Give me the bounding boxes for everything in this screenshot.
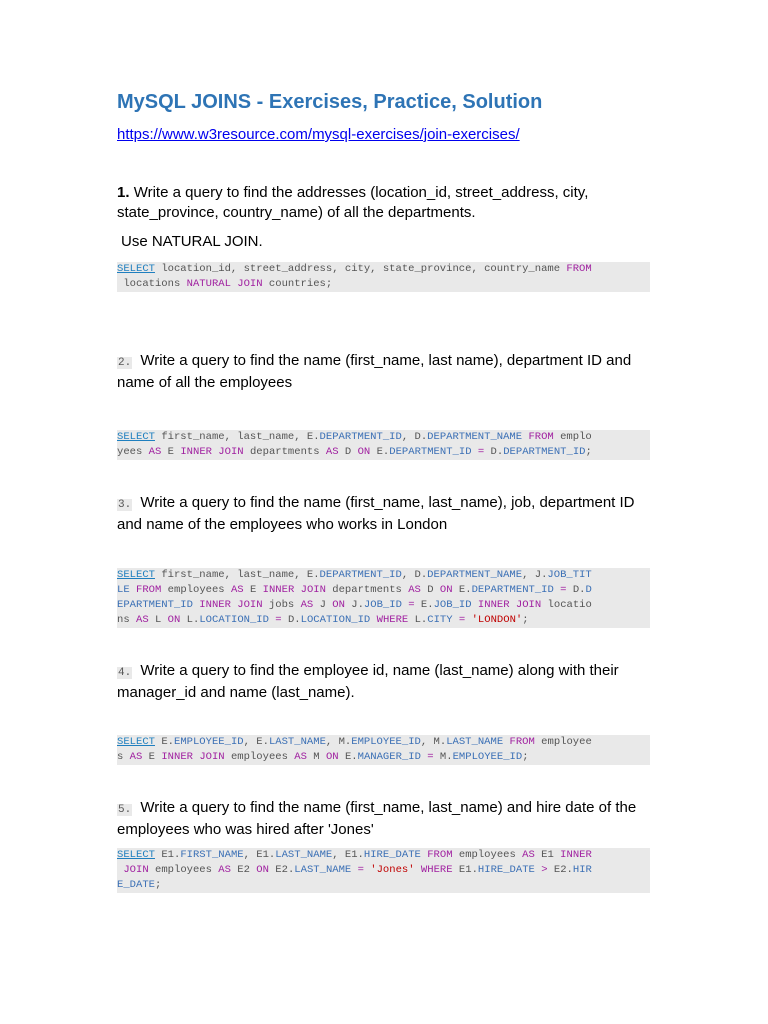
sql-text: , J. bbox=[522, 569, 548, 581]
page-title: MySQL JOINS - Exercises, Practice, Solution bbox=[117, 91, 543, 113]
sql-text: countries; bbox=[262, 278, 333, 290]
sql-text: employees bbox=[452, 849, 523, 861]
sql-text: = bbox=[401, 599, 421, 611]
sql-identifier: HIRE_DATE bbox=[363, 849, 421, 861]
sql-text: E. bbox=[420, 599, 434, 611]
question-4 bbox=[117, 661, 650, 703]
sql-text: = bbox=[452, 614, 472, 626]
sql-identifier: DEPARTMENT_ID bbox=[503, 446, 586, 458]
sql-keyword: AS bbox=[218, 864, 231, 876]
question-number: 2. bbox=[118, 357, 132, 369]
sql-identifier: E_DATE bbox=[117, 879, 155, 891]
sql-text: E1. bbox=[154, 849, 181, 861]
sql-text: E. bbox=[338, 751, 358, 763]
sql-text: = bbox=[471, 446, 491, 458]
sql-text: s bbox=[117, 751, 130, 763]
sql-text: D. bbox=[572, 584, 586, 596]
sql-keyword: AS bbox=[294, 751, 307, 763]
sql-text: employees bbox=[161, 584, 231, 596]
sql-identifier: LAST_NAME bbox=[275, 849, 333, 861]
sql-text: D. bbox=[490, 446, 504, 458]
sql-text: E1 bbox=[534, 849, 561, 861]
sql-text: = bbox=[420, 751, 440, 763]
sql-keyword: SELECT bbox=[117, 263, 155, 275]
sql-identifier: EPARTMENT_ID bbox=[117, 599, 193, 611]
sql-keyword: INNER JOIN bbox=[180, 446, 244, 458]
code-line bbox=[117, 277, 650, 292]
question-3 bbox=[117, 493, 650, 535]
sql-identifier: FIRST_NAME bbox=[180, 849, 244, 861]
sql-keyword: INNER JOIN bbox=[199, 599, 263, 611]
sql-keyword: FROM bbox=[528, 431, 554, 443]
code-line bbox=[117, 445, 650, 460]
sql-text: E1. bbox=[452, 864, 478, 876]
sql-identifier: LAST_NAME bbox=[294, 864, 352, 876]
question-number: 5. bbox=[118, 804, 132, 816]
sql-text: departments bbox=[243, 446, 326, 458]
question-text: Write a query to find the name (first_name, last_name), job, department ID and name of the employees who works in London bbox=[117, 494, 635, 533]
sql-text: ; bbox=[522, 614, 529, 626]
sql-keyword: ON bbox=[357, 446, 371, 458]
sql-text: = bbox=[351, 864, 371, 876]
sql-text: location_id, street_address, city, state_province, country_name bbox=[154, 263, 567, 275]
sql-keyword: ON bbox=[325, 751, 339, 763]
sql-text: , E1. bbox=[332, 849, 364, 861]
sql-identifier: DEPARTMENT_ID bbox=[319, 569, 402, 581]
sql-keyword: AS bbox=[148, 446, 162, 458]
code-line bbox=[117, 735, 650, 750]
sql-text: employees bbox=[224, 751, 295, 763]
sql-text: locations bbox=[117, 278, 187, 290]
sql-text: emplo bbox=[553, 431, 592, 443]
code-line bbox=[117, 598, 650, 613]
question-text: Write a query to find the name (first_name, last name), department ID and name of all the employees bbox=[117, 352, 632, 391]
sql-text: , D. bbox=[401, 431, 428, 443]
sql-keyword: INNER JOIN bbox=[262, 584, 326, 596]
sql-text: E2. bbox=[268, 864, 295, 876]
sql-text: jobs bbox=[262, 599, 301, 611]
code-block-3 bbox=[117, 568, 650, 628]
sql-text: employee bbox=[534, 736, 592, 748]
question-1-note: Use NATURAL JOIN. bbox=[121, 233, 263, 250]
sql-identifier: CITY bbox=[427, 614, 453, 626]
sql-keyword: INNER bbox=[560, 849, 592, 861]
sql-text: first_name, last_name, E. bbox=[154, 569, 320, 581]
sql-text: = bbox=[268, 614, 288, 626]
sql-string: 'LONDON' bbox=[471, 614, 523, 626]
sql-identifier: EMPLOYEE_ID bbox=[173, 736, 244, 748]
sql-keyword: AS bbox=[522, 849, 535, 861]
sql-text: employees bbox=[148, 864, 219, 876]
code-block-1 bbox=[117, 262, 650, 292]
sql-text: E. bbox=[370, 446, 390, 458]
sql-text: ; bbox=[154, 879, 162, 891]
sql-identifier: HIR bbox=[572, 864, 592, 876]
sql-keyword: FROM bbox=[566, 263, 592, 275]
sql-keyword: SELECT bbox=[117, 849, 155, 861]
sql-identifier: EMPLOYEE_ID bbox=[351, 736, 421, 748]
sql-text: D. bbox=[287, 614, 301, 626]
sql-identifier: LOCATION_ID bbox=[199, 614, 269, 626]
sql-text: E bbox=[161, 446, 181, 458]
question-text: Write a query to find the addresses (location_id, street_address, city, state_province, country_name) of all the departments. bbox=[117, 184, 589, 221]
sql-text: > bbox=[534, 864, 554, 876]
code-line bbox=[117, 863, 650, 878]
sql-text: departments bbox=[325, 584, 409, 596]
code-line bbox=[117, 848, 650, 863]
sql-text: first_name, last_name, E. bbox=[154, 431, 320, 443]
question-number: 1. bbox=[117, 184, 130, 201]
sql-keyword: ON bbox=[167, 614, 181, 626]
question-text: Write a query to find the name (first_name, last_name) and hire date of the employees who was hired after 'Jones' bbox=[117, 799, 637, 838]
sql-text: E2. bbox=[553, 864, 573, 876]
code-block-2 bbox=[117, 430, 650, 460]
code-block-5 bbox=[117, 848, 650, 893]
question-1 bbox=[117, 183, 650, 223]
code-line bbox=[117, 262, 650, 277]
sql-keyword: FROM bbox=[509, 736, 535, 748]
question-5 bbox=[117, 798, 650, 840]
sql-keyword: AS bbox=[300, 599, 314, 611]
sql-identifier: DEPARTMENT_ID bbox=[319, 431, 402, 443]
code-line bbox=[117, 583, 650, 598]
sql-identifier: DEPARTMENT_NAME bbox=[427, 569, 523, 581]
sql-text: , M. bbox=[420, 736, 447, 748]
source-link[interactable]: https://www.w3resource.com/mysql-exercises/join-exercises/ bbox=[117, 126, 520, 143]
sql-text: ns bbox=[117, 614, 136, 626]
code-line bbox=[117, 750, 650, 765]
question-number: 3. bbox=[118, 499, 132, 511]
code-line bbox=[117, 430, 650, 445]
code-line bbox=[117, 613, 650, 628]
sql-keyword: ON bbox=[332, 599, 345, 611]
sql-text: L. bbox=[180, 614, 200, 626]
sql-keyword: SELECT bbox=[117, 431, 155, 443]
sql-text: M. bbox=[439, 751, 453, 763]
sql-keyword: SELECT bbox=[117, 736, 155, 748]
sql-keyword: JOIN bbox=[123, 864, 149, 876]
sql-identifier: EMPLOYEE_ID bbox=[452, 751, 523, 763]
sql-text: yees bbox=[117, 446, 149, 458]
sql-keyword: NATURAL JOIN bbox=[186, 278, 263, 290]
sql-keyword: AS bbox=[136, 614, 149, 626]
sql-keyword: WHERE bbox=[420, 864, 453, 876]
sql-text: D bbox=[420, 584, 440, 596]
sql-identifier: MANAGER_ID bbox=[357, 751, 421, 763]
code-line bbox=[117, 568, 650, 583]
sql-text: J. bbox=[344, 599, 364, 611]
sql-text: , D. bbox=[401, 569, 428, 581]
sql-text: E. bbox=[154, 736, 174, 748]
sql-text: = bbox=[553, 584, 573, 596]
sql-text: M bbox=[306, 751, 326, 763]
sql-text: ; bbox=[522, 751, 529, 763]
sql-identifier: DEPARTMENT_ID bbox=[389, 446, 472, 458]
sql-text: E bbox=[243, 584, 263, 596]
sql-identifier: DEPARTMENT_NAME bbox=[427, 431, 523, 443]
sql-keyword: WHERE bbox=[376, 614, 409, 626]
sql-text: ; bbox=[585, 446, 592, 458]
sql-text: E2 bbox=[230, 864, 257, 876]
sql-text: J bbox=[313, 599, 333, 611]
sql-identifier: LAST_NAME bbox=[446, 736, 504, 748]
sql-identifier: LOCATION_ID bbox=[300, 614, 371, 626]
sql-identifier: LE bbox=[117, 584, 130, 596]
sql-text: , E. bbox=[243, 736, 269, 748]
question-text: Write a query to find the employee id, name (last_name) along with their manager_id and name (last_name). bbox=[117, 662, 619, 701]
sql-keyword: AS bbox=[408, 584, 421, 596]
sql-identifier: HIRE_DATE bbox=[477, 864, 535, 876]
code-block-4 bbox=[117, 735, 650, 765]
sql-keyword: ON bbox=[256, 864, 269, 876]
sql-text: , M. bbox=[325, 736, 352, 748]
sql-identifier: JOB_TIT bbox=[547, 569, 592, 581]
sql-keyword: AS bbox=[230, 584, 244, 596]
sql-identifier: JOB_ID bbox=[363, 599, 402, 611]
sql-identifier: D bbox=[585, 584, 592, 596]
sql-text: L. bbox=[408, 614, 428, 626]
sql-identifier: LAST_NAME bbox=[268, 736, 326, 748]
sql-text: E. bbox=[452, 584, 472, 596]
question-2 bbox=[117, 351, 650, 393]
sql-keyword: AS bbox=[325, 446, 339, 458]
question-number: 4. bbox=[118, 667, 132, 679]
code-line bbox=[117, 878, 650, 893]
sql-text: E bbox=[142, 751, 162, 763]
sql-text: locatio bbox=[541, 599, 592, 611]
sql-identifier: DEPARTMENT_ID bbox=[471, 584, 554, 596]
sql-text: D bbox=[338, 446, 358, 458]
sql-keyword: INNER JOIN bbox=[477, 599, 542, 611]
sql-keyword: SELECT bbox=[117, 569, 155, 581]
sql-keyword: FROM bbox=[427, 849, 453, 861]
sql-keyword: AS bbox=[129, 751, 143, 763]
sql-text: , E1. bbox=[243, 849, 276, 861]
sql-keyword: FROM bbox=[136, 584, 162, 596]
sql-string: 'Jones' bbox=[370, 864, 415, 876]
sql-identifier: JOB_ID bbox=[433, 599, 472, 611]
sql-keyword: ON bbox=[439, 584, 453, 596]
sql-text: L bbox=[148, 614, 168, 626]
sql-keyword: INNER JOIN bbox=[161, 751, 225, 763]
